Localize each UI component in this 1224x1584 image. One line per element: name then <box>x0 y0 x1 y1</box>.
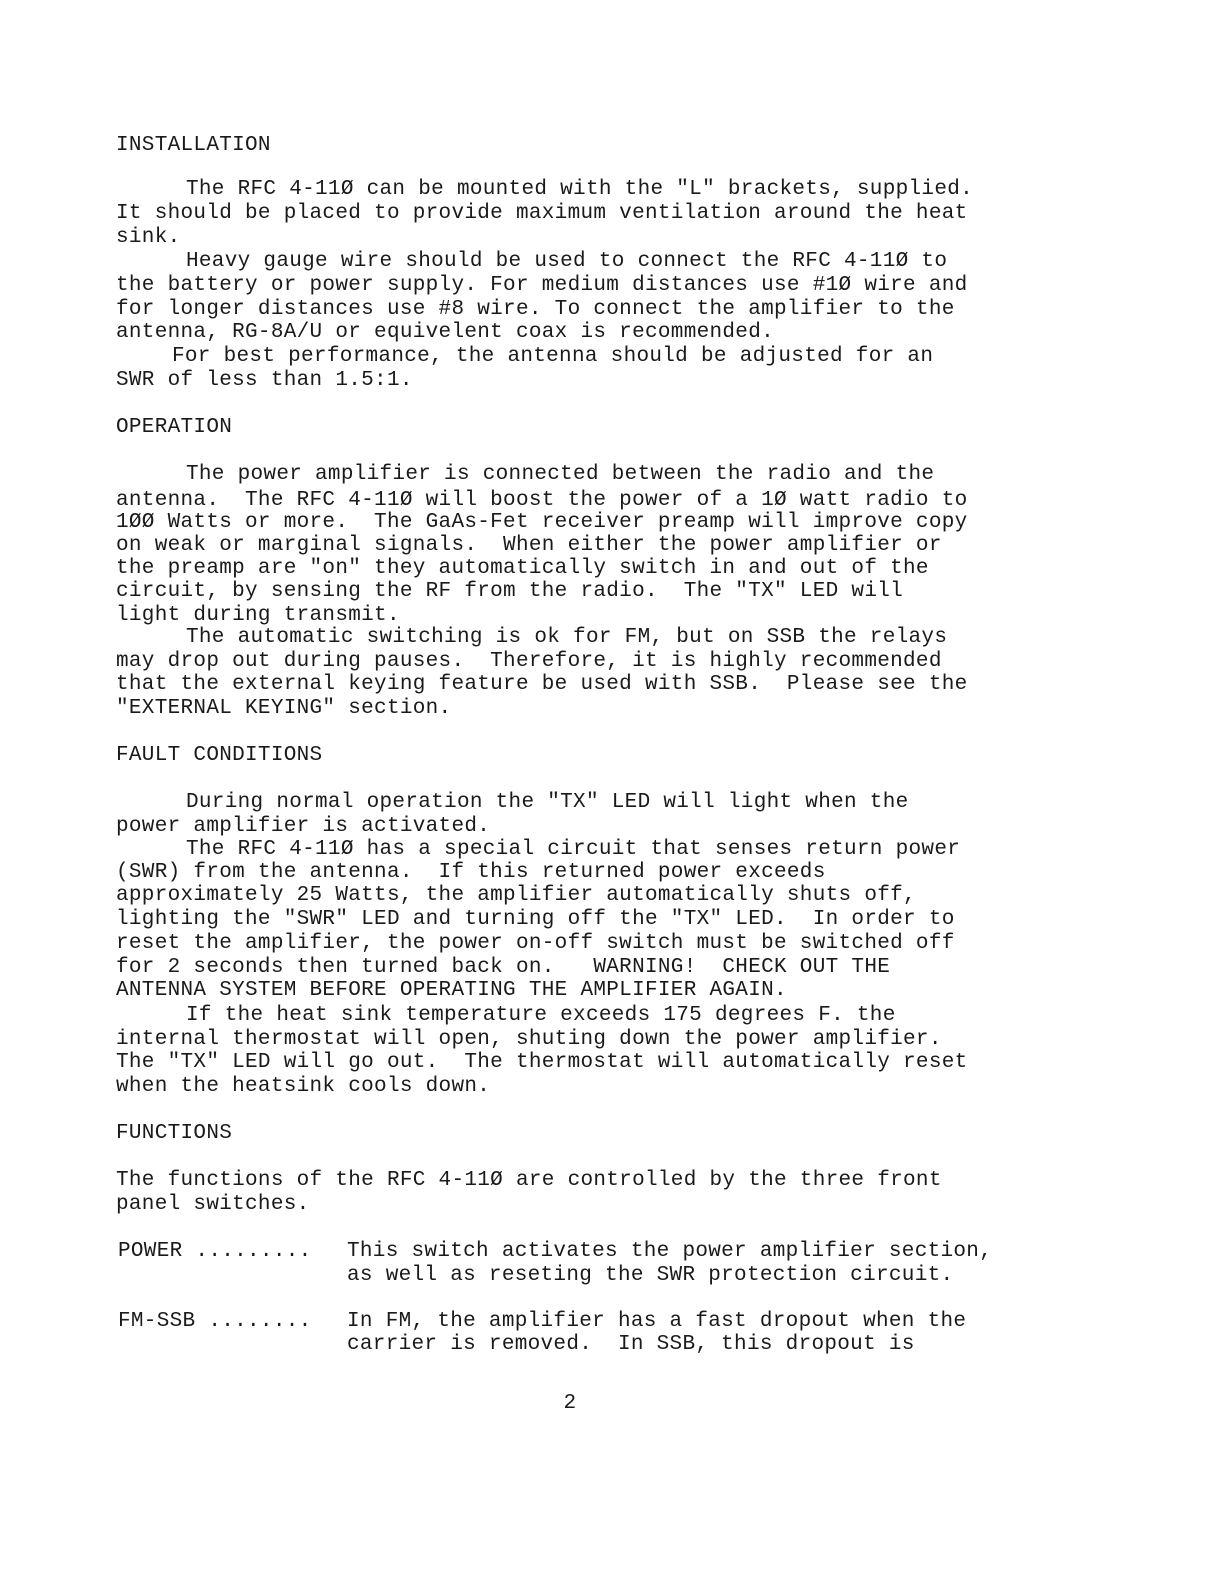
paragraph-line: For best performance, the antenna should be adjusted for an <box>172 345 934 368</box>
paragraph-line: Heavy gauge wire should be used to connect the RFC 4-11Ø to <box>186 250 948 273</box>
paragraph-line: The "TX" LED will go out. The thermostat will automatically reset <box>116 1051 968 1074</box>
paragraph-line: for longer distances use #8 wire. To connect the amplifier to the <box>116 298 955 321</box>
section-heading-installation: INSTALLATION <box>116 134 271 157</box>
paragraph-line: The RFC 4-11Ø can be mounted with the "L" brackets, supplied. <box>186 178 974 201</box>
page-number: 2 <box>563 1392 577 1415</box>
paragraph-line: SWR of less than 1.5:1. <box>116 369 413 392</box>
paragraph-line: lighting the "SWR" LED and turning off the "TX" LED. In order to <box>116 908 955 931</box>
function-desc-line: as well as reseting the SWR protection circuit. <box>347 1264 954 1287</box>
paragraph-line: During normal operation the "TX" LED will light when the <box>186 791 909 814</box>
section-heading-operation: OPERATION <box>116 416 233 439</box>
function-term-fm-ssb: FM-SSB ........ <box>118 1310 312 1333</box>
paragraph-line: 1ØØ Watts or more. The GaAs-Fet receiver preamp will improve copy <box>116 511 968 534</box>
paragraph-line: (SWR) from the antenna. If this returned power exceeds <box>116 861 826 884</box>
paragraph-line: for 2 seconds then turned back on. WARNING! CHECK OUT THE <box>116 956 891 979</box>
paragraph-line: "EXTERNAL KEYING" section. <box>116 697 452 720</box>
function-desc-line: In FM, the amplifier has a fast dropout when the <box>347 1310 967 1333</box>
paragraph-line: that the external keying feature be used with SSB. Please see the <box>116 673 968 696</box>
paragraph-line: It should be placed to provide maximum ventilation around the heat <box>116 202 968 225</box>
function-desc-line: carrier is removed. In SSB, this dropout is <box>347 1333 915 1356</box>
paragraph-line: internal thermostat will open, shuting down the power amplifier. <box>116 1028 942 1051</box>
section-heading-fault-conditions: FAULT CONDITIONS <box>116 744 323 767</box>
paragraph-line: the battery or power supply. For medium distances use #1Ø wire and <box>116 274 968 297</box>
paragraph-line: approximately 25 Watts, the amplifier automatically shuts off, <box>116 884 916 907</box>
paragraph-line: ANTENNA SYSTEM BEFORE OPERATING THE AMPLIFIER AGAIN. <box>116 979 787 1002</box>
function-desc-line: This switch activates the power amplifier section, <box>347 1240 993 1263</box>
paragraph-line: light during transmit. <box>116 604 400 627</box>
paragraph-line: circuit, by sensing the RF from the radio. The "TX" LED will <box>116 580 904 603</box>
paragraph-line: antenna. The RFC 4-11Ø will boost the power of a 1Ø watt radio to <box>116 489 968 512</box>
function-term-power: POWER ......... <box>118 1240 312 1263</box>
paragraph-line: If the heat sink temperature exceeds 175 degrees F. the <box>186 1004 896 1027</box>
paragraph-line: panel switches. <box>116 1193 310 1216</box>
paragraph-line: when the heatsink cools down. <box>116 1075 491 1098</box>
paragraph-line: may drop out during pauses. Therefore, it is highly recommended <box>116 650 942 673</box>
paragraph-line: sink. <box>116 226 181 249</box>
paragraph-line: the preamp are "on" they automatically switch in and out of the <box>116 557 929 580</box>
paragraph-line: on weak or marginal signals. When either the power amplifier or <box>116 534 942 557</box>
paragraph-line: The functions of the RFC 4-11Ø are controlled by the three front <box>116 1169 942 1192</box>
section-heading-functions: FUNCTIONS <box>116 1122 233 1145</box>
paragraph-line: power amplifier is activated. <box>116 815 491 838</box>
paragraph-line: reset the amplifier, the power on-off switch must be switched off <box>116 932 955 955</box>
paragraph-line: antenna, RG-8A/U or equivelent coax is recommended. <box>116 321 775 344</box>
paragraph-line: The RFC 4-11Ø has a special circuit that senses return power <box>186 838 961 861</box>
paragraph-line: The automatic switching is ok for FM, but on SSB the relays <box>186 626 948 649</box>
paragraph-line: The power amplifier is connected between the radio and the <box>186 463 935 486</box>
